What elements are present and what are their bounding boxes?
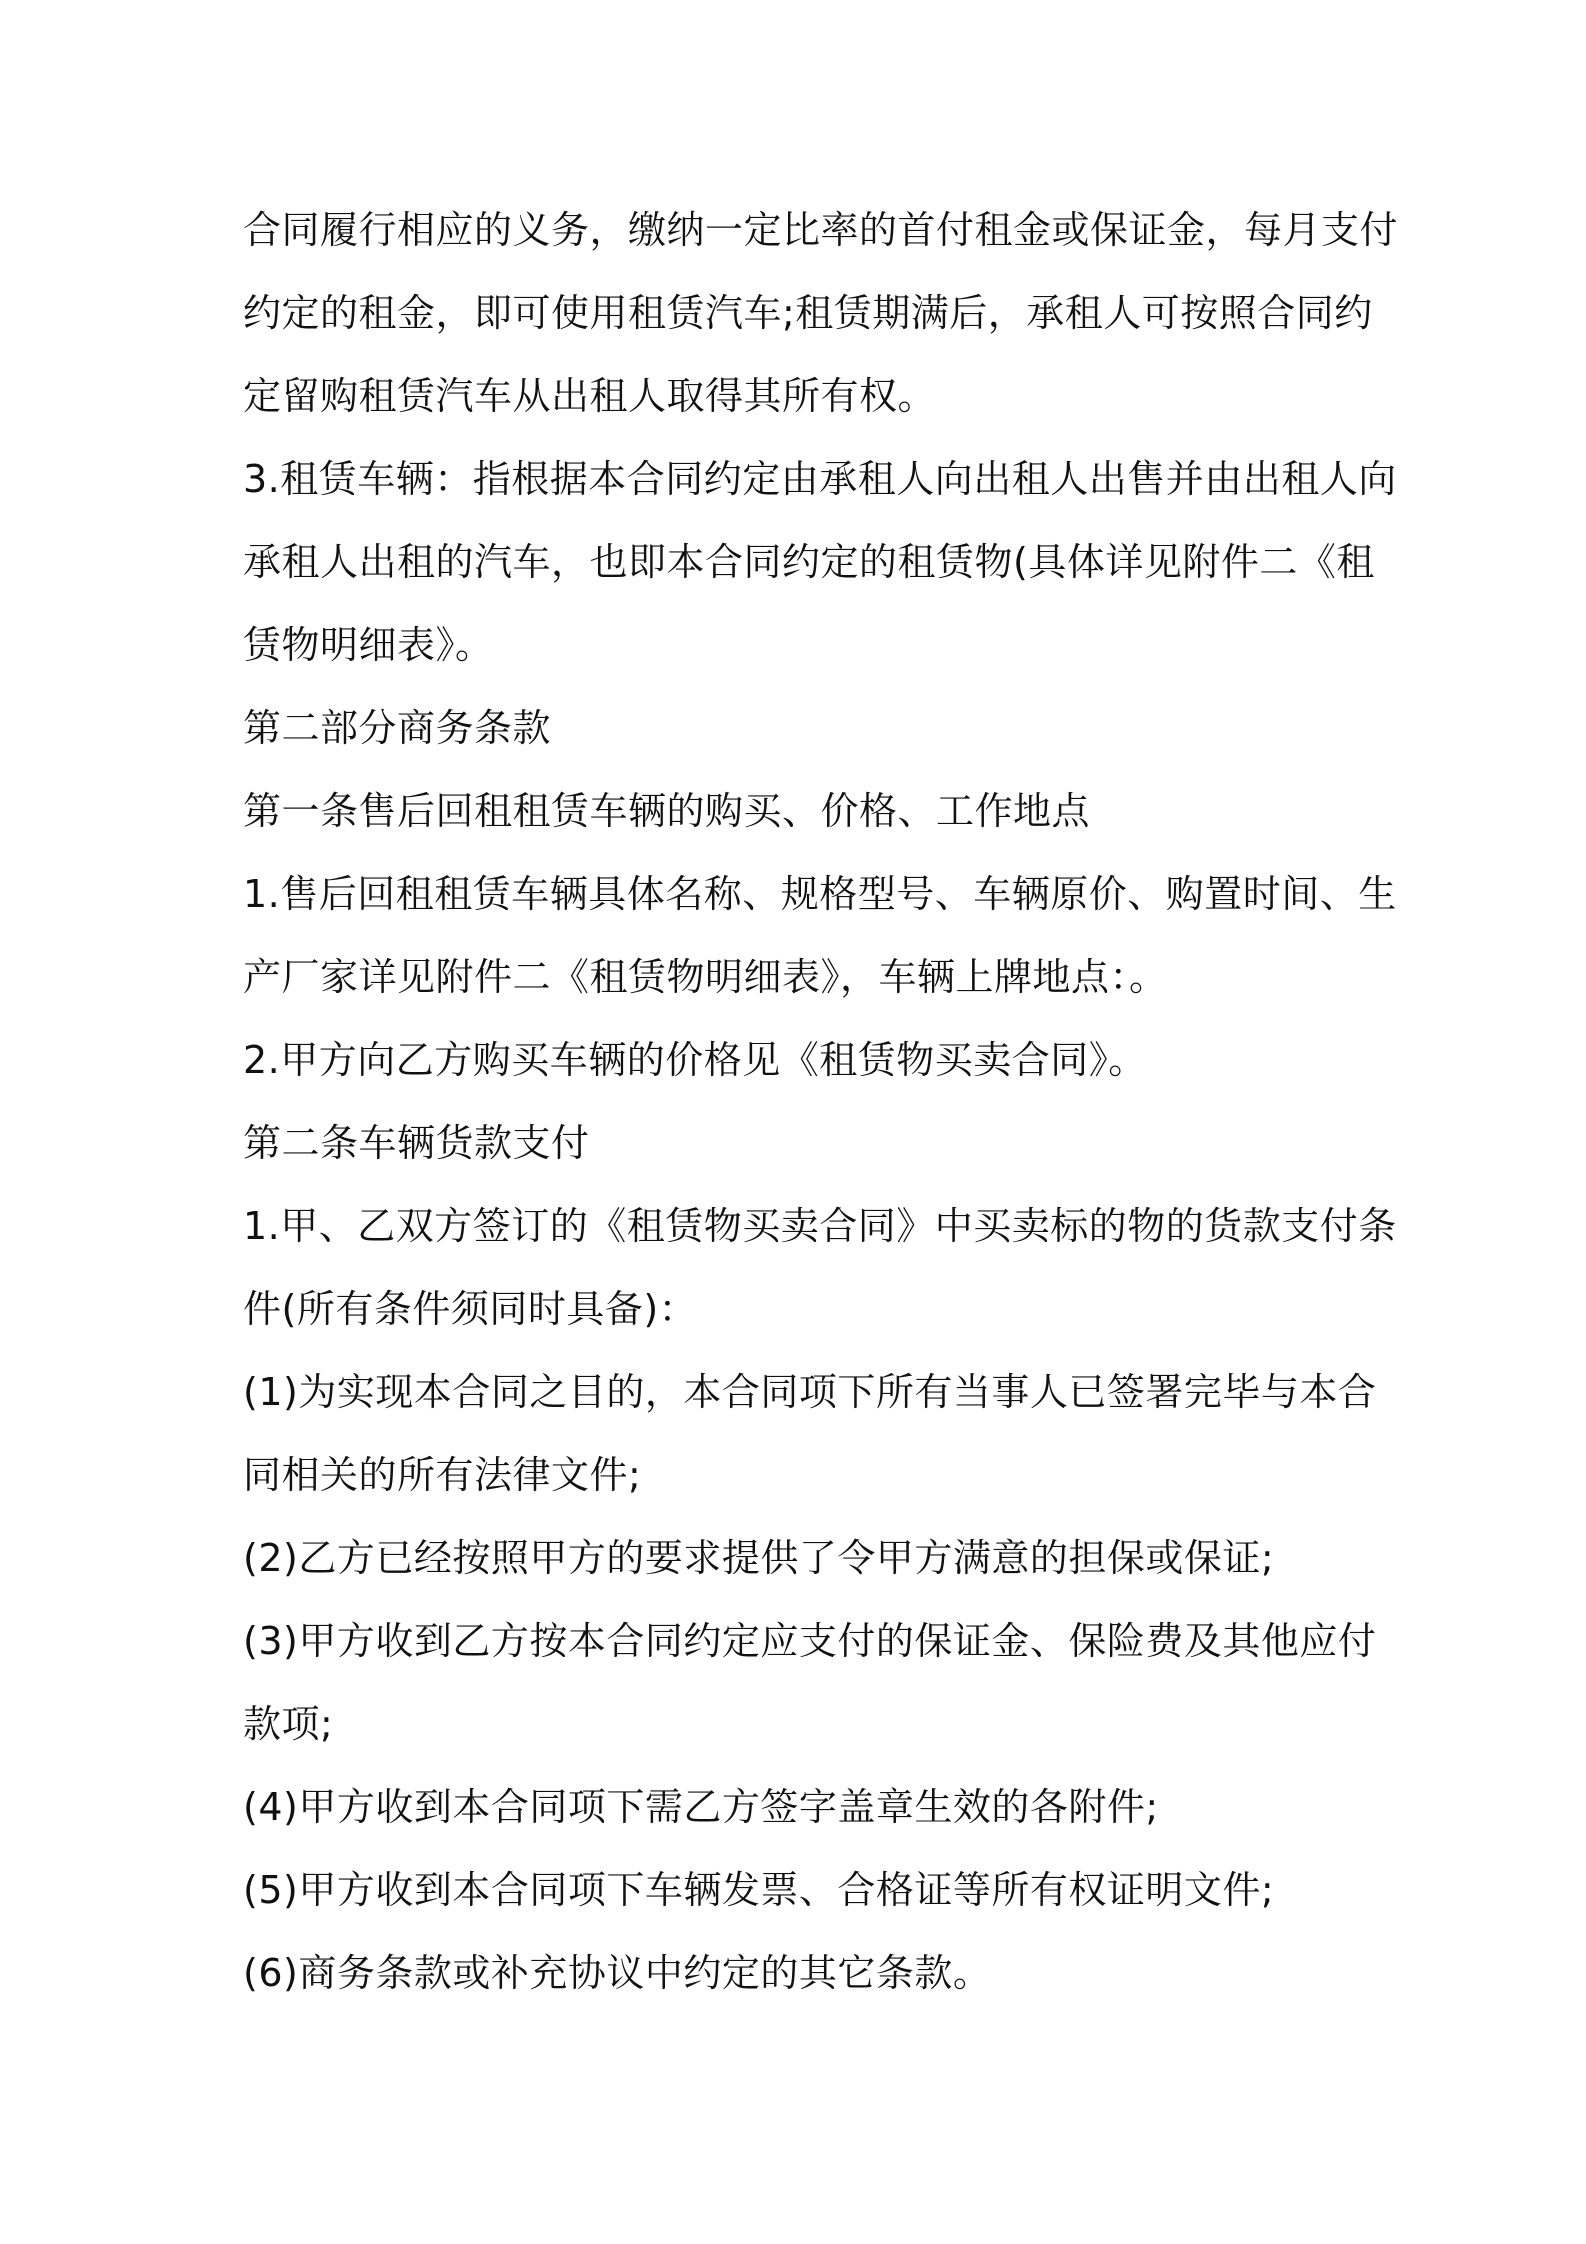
text-line: (1)为实现本合同之目的，本合同项下所有当事人已签署完毕与本合 (243, 1370, 1377, 1414)
text-line: 同相关的所有法律文件; (243, 1453, 642, 1497)
text-line: 件(所有条件须同时具备)： (243, 1287, 698, 1331)
section-heading: 第二部分商务条款 (243, 706, 552, 750)
text-line: 产厂家详见附件二《租赁物明细表》，车辆上牌地点：。 (243, 955, 1168, 999)
document-body (243, 195, 1399, 2021)
text-line: 合同履行相应的义务，缴纳一定比率的首付租金或保证金，每月支付 (243, 208, 1399, 252)
text-line: 2.甲方向乙方购买车辆的价格见《租赁物买卖合同》。 (243, 1038, 1147, 1082)
text-line: (3)甲方收到乙方按本合同约定应支付的保证金、保险费及其他应付 (243, 1619, 1377, 1663)
text-line: 承租人出租的汽车，也即本合同约定的租赁物(具体详见附件二《租 (243, 540, 1375, 584)
text-line: 款项; (243, 1702, 334, 1746)
text-line: 1.售后回租租赁车辆具体名称、规格型号、车辆原价、购置时间、生 (243, 872, 1397, 916)
text-line: (6)商务条款或补充协议中约定的其它条款。 (243, 1951, 992, 1995)
text-line: (2)乙方已经按照甲方的要求提供了令甲方满意的担保或保证; (243, 1536, 1275, 1580)
text-line: 3.租赁车辆：指根据本合同约定由承租人向出租人出售并由出租人向 (243, 457, 1397, 501)
article-heading: 第一条售后回租租赁车辆的购买、价格、工作地点 (243, 789, 1091, 833)
text-line: (5)甲方收到本合同项下车辆发票、合格证等所有权证明文件; (243, 1868, 1275, 1912)
text-line: 1.甲、乙双方签订的《租赁物买卖合同》中买卖标的物的货款支付条 (243, 1204, 1397, 1248)
article-heading: 第二条车辆货款支付 (243, 1121, 590, 1165)
text-line: 定留购租赁汽车从出租人取得其所有权。 (243, 374, 937, 418)
text-line: 赁物明细表》。 (243, 623, 494, 667)
text-line: 约定的租金，即可使用租赁汽车;租赁期满后，承租人可按照合同约 (243, 291, 1373, 335)
text-line: (4)甲方收到本合同项下需乙方签字盖章生效的各附件; (243, 1785, 1159, 1829)
